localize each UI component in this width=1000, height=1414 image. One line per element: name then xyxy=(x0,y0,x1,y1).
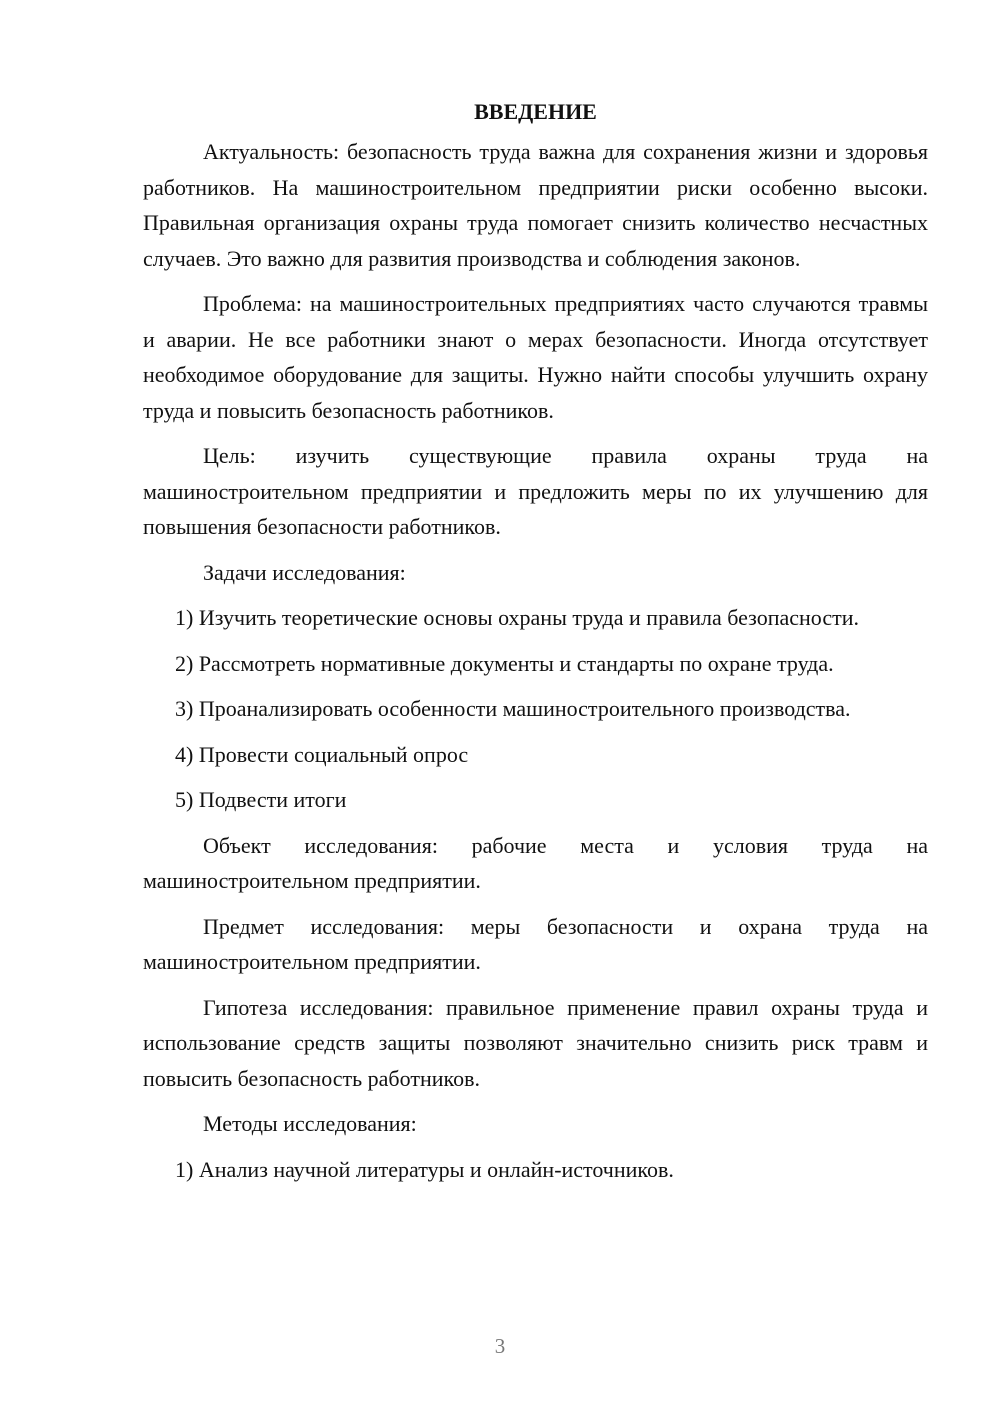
tasks-heading: Задачи исследования: xyxy=(203,559,406,585)
paragraph-goal: Цель: изучить существующие правила охраны труда на машиностроительном предприятии и предложить меры по их улучшению для повышения безопасности работников. xyxy=(143,443,928,539)
task-item-3: 3) Проанализировать особенности машиностроительного производства. xyxy=(175,696,851,721)
paragraph-problem: Проблема: на машиностроительных предприятиях часто случаются травмы и аварии. Не все работники знают о мерах безопасности. Иногда отсутствует необходимое оборудование для защиты. Нужно найти способы улучшить охрану труда и повысить безопасность работников. xyxy=(143,291,928,423)
method-item-1: 1) Анализ научной литературы и онлайн-источников. xyxy=(175,1156,674,1182)
task-item-1: 1) Изучить теоретические основы охраны труда и правила безопасности. xyxy=(175,605,860,630)
task-item-5: 5) Подвести итоги xyxy=(175,787,347,812)
task-item-2: 2) Рассмотреть нормативные документы и стандарты по охране труда. xyxy=(175,650,834,676)
paragraph-subject: Предмет исследования: меры безопасности и охрана труда на машиностроительном предприятии. xyxy=(143,913,928,974)
task-item-4: 4) Провести социальный опрос xyxy=(175,741,469,767)
page-number: 3 xyxy=(494,1334,506,1358)
document-page xyxy=(143,98,928,1197)
methods-heading: Методы исследования: xyxy=(203,1111,417,1136)
page-title: ВВЕДЕНИЕ xyxy=(474,99,597,124)
paragraph-object: Объект исследования: рабочие места и условия труда на машиностроительном предприятии. xyxy=(143,832,928,893)
paragraph-relevance: Актуальность: безопасность труда важна для сохранения жизни и здоровья работников. На машиностроительном предприятии риски особенно высоки. Правильная организация охраны труда помогает снизить количество несчастных случаев. Это важно для развития производства и соблюдения законов. xyxy=(143,139,928,271)
paragraph-hypothesis: Гипотеза исследования: правильное применение правил охраны труда и использование средств защиты позволяют значительно снизить риск травм и повысить безопасность работников. xyxy=(143,994,928,1091)
